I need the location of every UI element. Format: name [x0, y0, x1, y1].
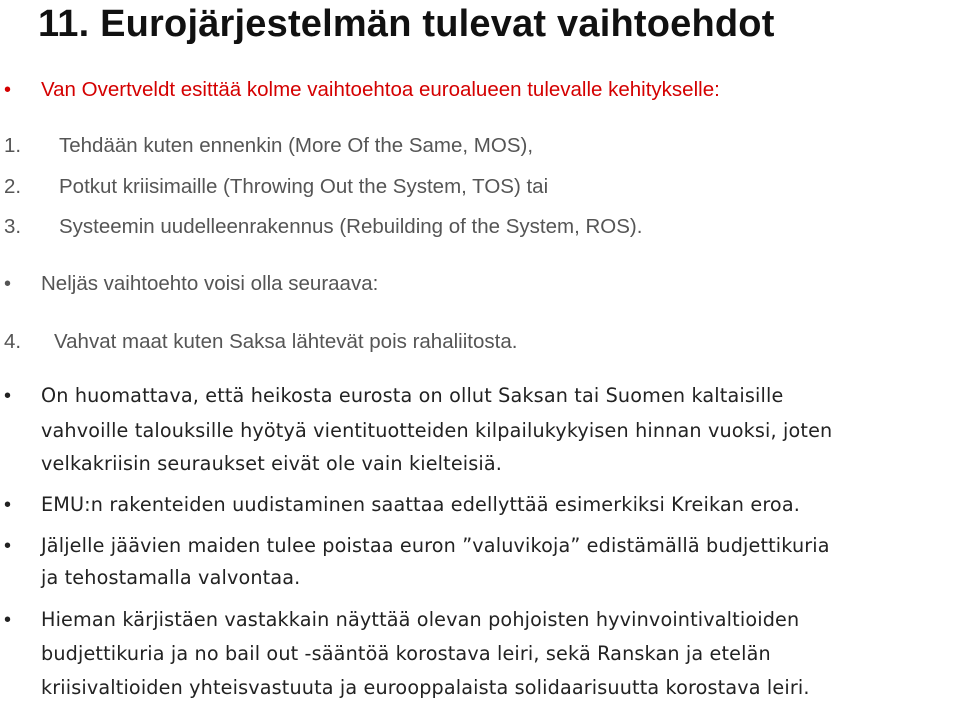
bullet-marker: • — [4, 494, 12, 516]
point-line: ja tehostamalla valvontaa. — [41, 566, 301, 589]
slide-title: 11. Eurojärjestelmän tulevat vaihtoehdot — [38, 3, 775, 45]
fourth-intro-text: Neljäs vaihtoehto voisi olla seuraava: — [41, 272, 379, 295]
point-line: vahvoille talouksille hyötyä vientituotteiden kilpailukykyisen hinnan vuoksi, joten — [41, 419, 833, 442]
bullet-marker: • — [4, 385, 12, 407]
option-number: 2. — [4, 175, 22, 198]
point-line: kriisivaltioiden yhteisvastuuta ja eurooppalaista solidaarisuutta korostava leiri. — [41, 676, 810, 699]
point-line: EMU:n rakenteiden uudistaminen saattaa edellyttää esimerkiksi Kreikan eroa. — [41, 493, 800, 516]
option-text: Tehdään kuten ennenkin (More Of the Same, MOS), — [59, 134, 534, 157]
option-number: 4. — [4, 330, 22, 353]
point-line: velkakriisin seuraukset eivät ole vain kielteisiä. — [41, 452, 503, 475]
point-line: Jäljelle jäävien maiden tulee poistaa euron ”valuvikoja” edistämällä budjettikuria — [41, 534, 830, 557]
point-line: On huomattava, että heikosta eurosta on ollut Saksan tai Suomen kaltaisille — [41, 384, 784, 407]
intro-text: Van Overtveldt esittää kolme vaihtoehtoa euroalueen tulevalle kehitykselle: — [41, 78, 720, 101]
point-line: budjettikuria ja no bail out -sääntöä korostava leiri, sekä Ranskan ja etelän — [41, 642, 771, 665]
bullet-marker: • — [4, 535, 12, 557]
option-text: Vahvat maat kuten Saksa lähtevät pois rahaliitosta. — [54, 330, 518, 353]
option-number: 3. — [4, 215, 22, 238]
bullet-marker: • — [4, 79, 12, 101]
point-line: Hieman kärjistäen vastakkain näyttää olevan pohjoisten hyvinvointivaltioiden — [41, 608, 800, 631]
bullet-marker: • — [4, 273, 12, 295]
option-text: Potkut kriisimaille (Throwing Out the System, TOS) tai — [59, 175, 549, 198]
bullet-marker: • — [4, 609, 12, 631]
option-text: Systeemin uudelleenrakennus (Rebuilding of the System, ROS). — [59, 215, 643, 238]
option-number: 1. — [4, 134, 22, 157]
